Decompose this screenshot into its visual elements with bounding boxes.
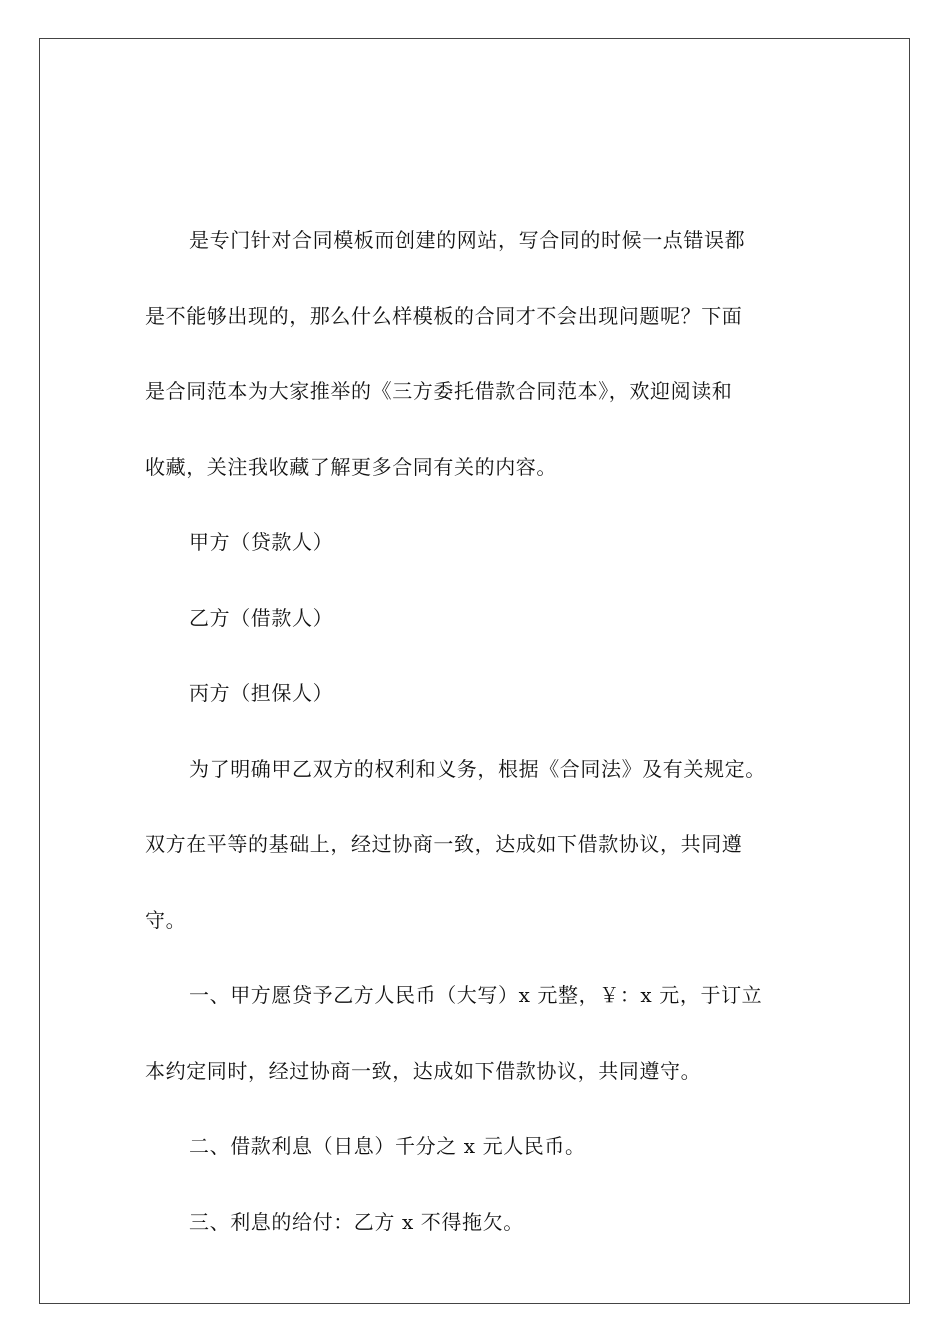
- party-b-line: [145, 581, 810, 657]
- text-line: 三、利息的给付：乙方 x 不得拖欠。: [189, 1209, 524, 1234]
- text-line: 守。: [145, 907, 187, 932]
- text-line: 甲方（贷款人）: [189, 530, 334, 554]
- party-a-line: [145, 505, 810, 581]
- text-line: 是不能够出现的，那么什么样模板的合同才不会出现问题呢？下面: [145, 303, 743, 328]
- text-line: 是专门针对合同模板而创建的网站，写合同的时候一点错误都: [189, 228, 746, 252]
- text-line: 二、借款利息（日息）千分之 x 元人民币。: [189, 1134, 586, 1158]
- text-line: 一、甲方愿贷予乙方人民币（大写）x 元整，￥：x 元，于订立: [189, 983, 763, 1007]
- text-line: 丙方（担保人）: [189, 681, 334, 705]
- party-c-line: [145, 656, 810, 732]
- clause-2-paragraph: [145, 1109, 810, 1185]
- text-line: 本约定同时，经过协商一致，达成如下借款协议，共同遵守。: [145, 1058, 702, 1083]
- preamble-paragraph: [145, 732, 810, 959]
- intro-paragraph: [145, 203, 810, 505]
- clause-3-paragraph: [145, 1185, 810, 1261]
- clause-1-paragraph: [145, 958, 810, 1109]
- text-line: 双方在平等的基础上，经过协商一致，达成如下借款协议，共同遵: [145, 832, 743, 856]
- document-body: [145, 203, 810, 1260]
- text-line: 收藏，关注我收藏了解更多合同有关的内容。: [145, 454, 557, 479]
- text-line: 是合同范本为大家推举的《三方委托借款合同范本》，欢迎阅读和: [145, 379, 733, 403]
- text-line: 为了明确甲乙双方的权利和义务，根据《合同法》及有关规定。: [189, 756, 766, 781]
- text-line: 乙方（借款人）: [189, 605, 334, 630]
